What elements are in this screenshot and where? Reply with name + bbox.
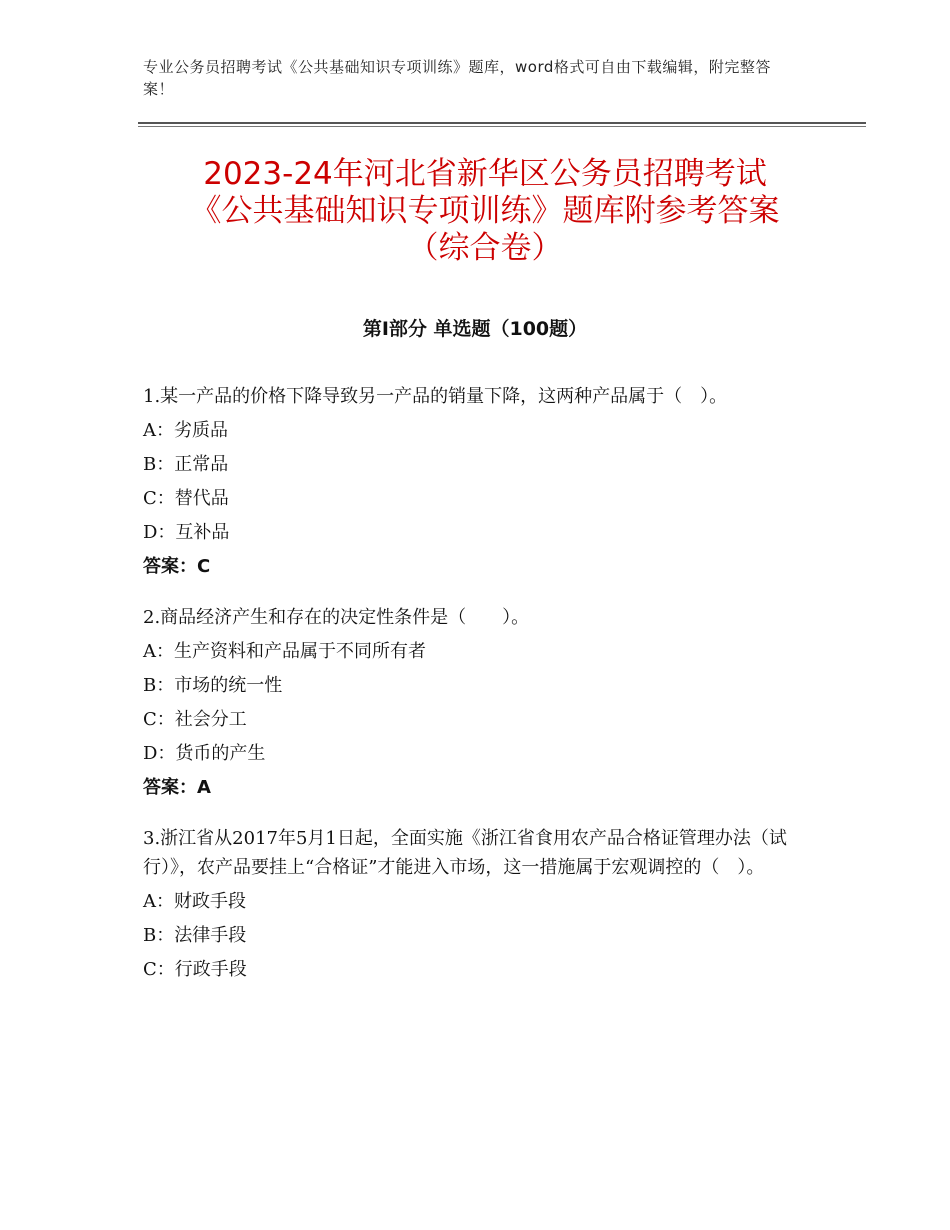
title-line-3: （综合卷） [407, 230, 563, 266]
header-note: 专业公务员招聘考试《公共基础知识专项训练》题库，word格式可自由下载编辑，附完整答案！ [143, 58, 771, 98]
question-list [143, 382, 803, 1006]
option-b: B：法律手段 [143, 925, 247, 946]
option-c: C：行政手段 [143, 959, 247, 980]
option-a: A：劣质品 [143, 420, 228, 441]
option-d: D：货币的产生 [143, 743, 266, 764]
answer-line: 答案：C [143, 556, 211, 577]
option-d: D：互补品 [143, 522, 230, 543]
header-rule-thin [138, 126, 866, 127]
question-item [143, 824, 803, 984]
option-a: A：生产资料和产品属于不同所有者 [143, 641, 426, 662]
option-b: B：正常品 [143, 454, 229, 475]
question-stem: 2.商品经济产生和存在的决定性条件是（ ）。 [143, 607, 530, 628]
document-title [120, 156, 850, 267]
title-line-2: 《公共基础知识专项训练》题库附参考答案 [190, 193, 780, 229]
question-item [143, 382, 803, 581]
question-stem: 3.浙江省从2017年5月1日起，全面实施《浙江省食用农产品合格证管理办法（试行）》，农产品要挂上“合格证”才能进入市场，这一措施属于宏观调控的（ ）。 [143, 828, 787, 878]
answer-line: 答案：A [143, 777, 211, 798]
section-heading: 第Ⅰ部分 单选题（100题） [362, 318, 588, 340]
header-rule [138, 122, 866, 124]
option-c: C：替代品 [143, 488, 229, 509]
option-a: A：财政手段 [143, 891, 246, 912]
question-stem: 1.某一产品的价格下降导致另一产品的销量下降，这两种产品属于（ ）。 [143, 386, 728, 407]
title-line-1: 2023-24年河北省新华区公务员招聘考试 [203, 156, 767, 192]
option-b: B：市场的统一性 [143, 675, 283, 696]
question-item [143, 603, 803, 802]
option-c: C：社会分工 [143, 709, 247, 730]
